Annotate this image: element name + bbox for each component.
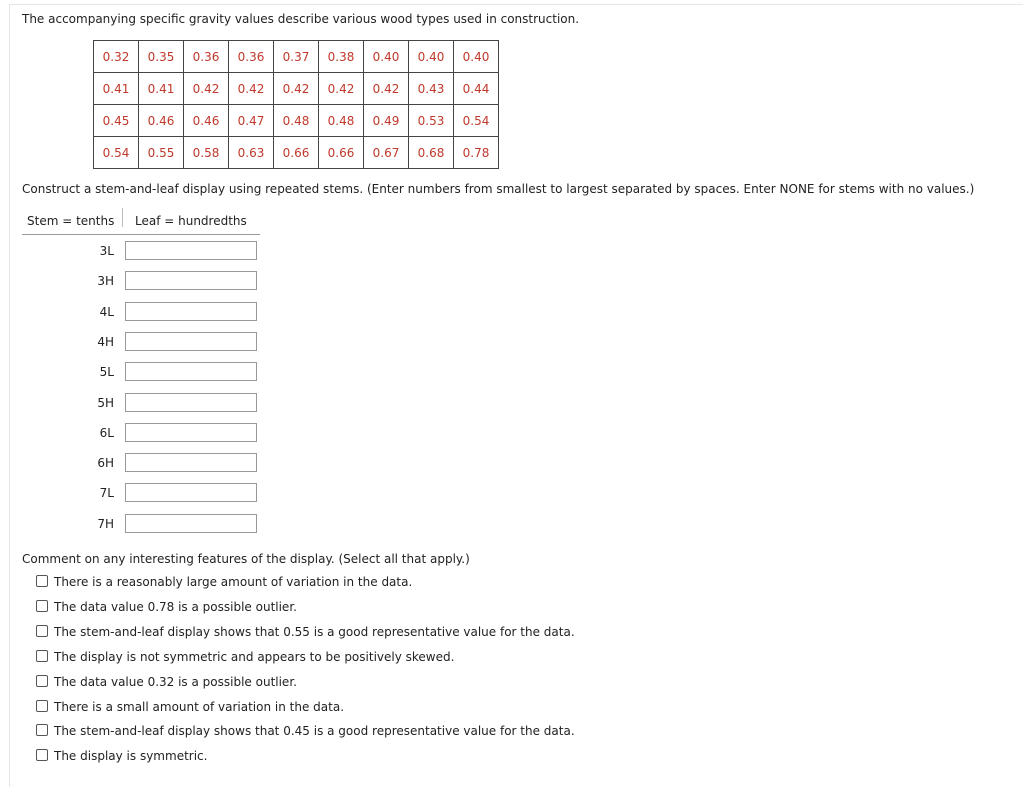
data-value-cell: 0.37 xyxy=(274,41,319,73)
option-checkbox[interactable] xyxy=(36,575,48,587)
option-checkbox[interactable] xyxy=(36,749,48,761)
data-table-row xyxy=(94,73,499,105)
stem-label: 4L xyxy=(99,304,114,319)
data-value-cell: 0.49 xyxy=(364,105,409,137)
leaf-input-4l[interactable] xyxy=(125,302,257,321)
stem-row xyxy=(22,362,262,382)
data-table-row xyxy=(94,41,499,73)
stem-row xyxy=(22,453,262,473)
instruction-text: Construct a stem-and-leaf display using repeated stems. (Enter numbers from smallest to largest separated by spaces. Enter NONE for stems with no values.) xyxy=(22,182,975,196)
data-value-cell: 0.53 xyxy=(409,105,454,137)
stem-row xyxy=(22,483,262,503)
leaf-input-6l[interactable] xyxy=(125,423,257,442)
option-label: There is a reasonably large amount of variation in the data. xyxy=(54,575,413,589)
leaf-input-7h[interactable] xyxy=(125,514,257,533)
stem-header: Stem = tenths xyxy=(27,208,123,227)
data-value-cell: 0.43 xyxy=(409,73,454,105)
data-value-cell: 0.46 xyxy=(184,105,229,137)
option-label: The data value 0.32 is a possible outlier. xyxy=(54,674,297,689)
stem-label: 6L xyxy=(99,425,114,440)
data-value-cell: 0.40 xyxy=(364,41,409,73)
option-item[interactable] xyxy=(36,722,575,740)
data-value-cell: 0.63 xyxy=(229,137,274,169)
option-label: There is a small amount of variation in the data. xyxy=(54,699,345,714)
data-value-cell: 0.46 xyxy=(139,105,184,137)
option-item[interactable] xyxy=(36,698,344,716)
data-value-cell: 0.48 xyxy=(319,105,364,137)
leaf-input-4h[interactable] xyxy=(125,332,257,351)
leaf-input-3l[interactable] xyxy=(125,241,257,260)
option-checkbox[interactable] xyxy=(36,700,48,712)
stem-row xyxy=(22,302,262,322)
data-value-cell: 0.36 xyxy=(184,41,229,73)
data-value-cell: 0.41 xyxy=(94,73,139,105)
option-item[interactable] xyxy=(36,747,207,765)
leaf-input-7l[interactable] xyxy=(125,483,257,502)
leaf-input-6h[interactable] xyxy=(125,453,257,472)
data-value-cell: 0.54 xyxy=(454,105,499,137)
data-table-row xyxy=(94,137,499,169)
data-value-cell: 0.40 xyxy=(454,41,499,73)
stem-label: 4H xyxy=(97,334,114,349)
stem-row xyxy=(22,241,262,261)
data-value-cell: 0.48 xyxy=(274,105,319,137)
data-table xyxy=(93,40,499,169)
data-value-cell: 0.54 xyxy=(94,137,139,169)
leaf-input-3h[interactable] xyxy=(125,271,257,290)
stem-label: 6H xyxy=(97,456,114,471)
data-table-row xyxy=(94,105,499,137)
data-value-cell: 0.78 xyxy=(454,137,499,169)
option-label: The stem-and-leaf display shows that 0.55 is a good representative value for the data. xyxy=(54,624,575,639)
stem-label: 3H xyxy=(97,274,114,289)
stem-row xyxy=(22,393,262,413)
option-item[interactable] xyxy=(36,573,412,591)
stem-label: 5H xyxy=(97,395,114,410)
stem-row xyxy=(22,332,262,352)
stem-row xyxy=(22,271,262,291)
data-value-cell: 0.42 xyxy=(364,73,409,105)
data-value-cell: 0.66 xyxy=(319,137,364,169)
data-value-cell: 0.67 xyxy=(364,137,409,169)
option-label: The display is not symmetric and appears to be positively skewed. xyxy=(54,649,455,664)
data-value-cell: 0.42 xyxy=(274,73,319,105)
option-label: The data value 0.78 is a possible outlier. xyxy=(54,599,297,614)
option-checkbox[interactable] xyxy=(36,650,48,662)
stem-leaf-header xyxy=(22,208,260,235)
leaf-header: Leaf = hundredths xyxy=(135,214,247,228)
data-value-cell: 0.42 xyxy=(184,73,229,105)
intro-text: The accompanying specific gravity values describe various wood types used in construction. xyxy=(22,12,580,26)
stem-label: 7H xyxy=(97,516,114,531)
option-checkbox[interactable] xyxy=(36,724,48,736)
stem-row xyxy=(22,423,262,443)
option-checkbox[interactable] xyxy=(36,625,48,637)
option-label: The stem-and-leaf display shows that 0.45 is a good representative value for the data. xyxy=(54,724,575,739)
data-value-cell: 0.42 xyxy=(319,73,364,105)
option-checkbox[interactable] xyxy=(36,600,48,612)
data-value-cell: 0.66 xyxy=(274,137,319,169)
data-value-cell: 0.58 xyxy=(184,137,229,169)
data-value-cell: 0.41 xyxy=(139,73,184,105)
leaf-input-5h[interactable] xyxy=(125,393,257,412)
option-checkbox[interactable] xyxy=(36,675,48,687)
data-value-cell: 0.42 xyxy=(229,73,274,105)
stem-row xyxy=(22,514,262,534)
comment-prompt: Comment on any interesting features of the display. (Select all that apply.) xyxy=(22,552,470,566)
data-value-cell: 0.40 xyxy=(409,41,454,73)
data-value-cell: 0.47 xyxy=(229,105,274,137)
option-label: The display is symmetric. xyxy=(54,749,208,764)
leaf-input-5l[interactable] xyxy=(125,362,257,381)
stem-label: 5L xyxy=(99,365,114,380)
option-item[interactable] xyxy=(36,623,575,641)
data-value-cell: 0.45 xyxy=(94,105,139,137)
data-value-cell: 0.35 xyxy=(139,41,184,73)
option-item[interactable] xyxy=(36,673,297,691)
data-value-cell: 0.68 xyxy=(409,137,454,169)
data-value-cell: 0.44 xyxy=(454,73,499,105)
data-value-cell: 0.55 xyxy=(139,137,184,169)
stem-label: 7L xyxy=(99,486,114,501)
option-item[interactable] xyxy=(36,598,297,616)
data-value-cell: 0.36 xyxy=(229,41,274,73)
option-item[interactable] xyxy=(36,648,454,666)
data-value-cell: 0.38 xyxy=(319,41,364,73)
data-value-cell: 0.32 xyxy=(94,41,139,73)
stem-label: 3L xyxy=(99,244,114,258)
